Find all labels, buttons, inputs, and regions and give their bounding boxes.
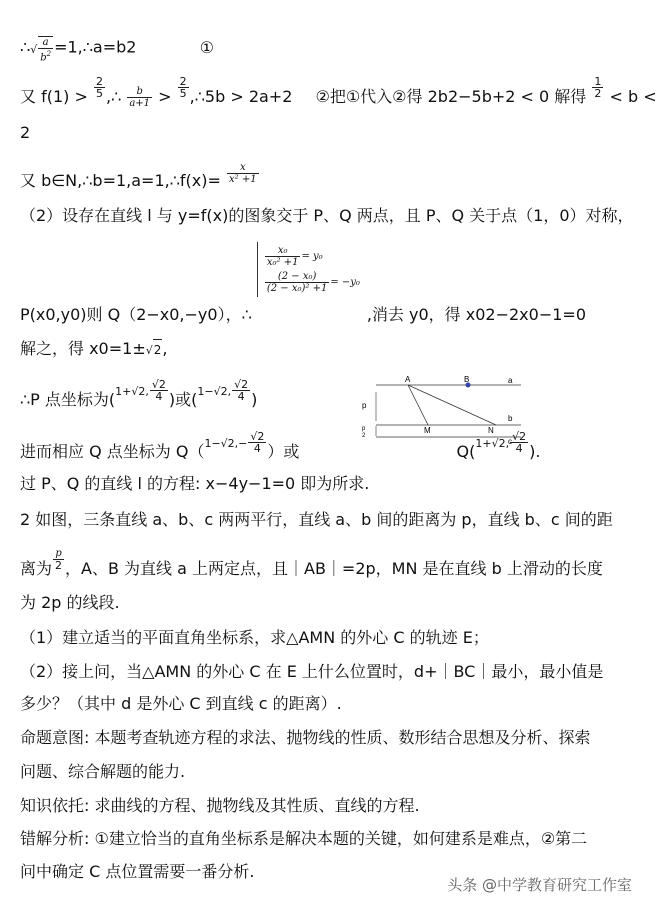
line8-start: ∴P 点坐标为( bbox=[20, 390, 116, 409]
line16-text: 多少？（其中 d 是外心 C 到直线 c 的距离）. bbox=[20, 694, 342, 713]
fr3-den: 5 bbox=[179, 87, 187, 100]
sys1-den: x₀² +1 bbox=[266, 257, 299, 268]
line15-text: （2）接上问，当△AMN 的外心 C 在 E 上什么位置时，d+｜BC｜最小，最小值是 bbox=[20, 662, 604, 681]
q2-start: Q( bbox=[456, 442, 476, 461]
label-N: N bbox=[488, 426, 494, 435]
line18-text: 问题、综合解题的能力. bbox=[20, 762, 186, 781]
fraction-2-5-a bbox=[94, 76, 105, 99]
line-14 bbox=[20, 628, 489, 648]
p1-coord-x: 1+√2, bbox=[115, 385, 149, 398]
watermark: 头条 @中学教育研究工作室 bbox=[447, 876, 632, 894]
sqrt-2: 2 bbox=[153, 339, 163, 360]
sys2-den: (2 − x₀)² +1 bbox=[266, 283, 328, 294]
line-13 bbox=[20, 593, 120, 613]
line9-start: 进而相应 Q 点坐标为 Q（ bbox=[20, 442, 205, 461]
p1-den: 4 bbox=[155, 390, 163, 403]
line-21 bbox=[20, 862, 254, 882]
line-12 bbox=[20, 548, 603, 581]
p2-coord-x: 1−√2, bbox=[197, 385, 232, 398]
line19-text: 知识依托: 求曲线的方程、抛物线及其性质、直线的方程. bbox=[20, 796, 420, 815]
line12-end: ，A、B 为直线 a 上两定点，且｜AB｜=2p，MN 是在直线 b 上滑动的长度 bbox=[65, 559, 603, 578]
label-M: M bbox=[424, 426, 431, 435]
line-17 bbox=[20, 728, 590, 748]
line7-text: 解之，得 x0=1± bbox=[20, 339, 146, 358]
line2-cont: ②把①代入②得 2b2−5b+2 < 0 解得 bbox=[315, 87, 587, 106]
line-20 bbox=[20, 829, 587, 849]
line-16 bbox=[20, 694, 342, 714]
therefore-symbol: ∴ bbox=[20, 37, 31, 57]
q2-coord-x: 1+√2, bbox=[475, 437, 510, 450]
line17-text: 命题意图: 本题考查轨迹方程的求法、抛物线的性质、数形结合思想及分析、探索 bbox=[20, 728, 591, 747]
fraction-x-over-x2-1 bbox=[227, 162, 259, 185]
fr1-num: 2 bbox=[95, 75, 103, 88]
system-row-2 bbox=[264, 271, 360, 294]
line-2 bbox=[20, 75, 657, 109]
p2-frac-num: p bbox=[53, 548, 64, 560]
segment-AN bbox=[408, 385, 496, 425]
label-b: b bbox=[508, 414, 513, 423]
p2-frac-den: 2 bbox=[55, 559, 63, 572]
sqrt-fraction: √ $\frac{a}{b^2}$ bbox=[30, 37, 52, 64]
line14-text: （1）建立适当的平面直角坐标系，求△AMN 的外心 C 的轨迹 E； bbox=[20, 628, 489, 647]
line12-start: 离为 bbox=[20, 559, 53, 578]
label-B: B bbox=[464, 375, 470, 384]
q1-coord-x: 1−√2,− bbox=[204, 437, 248, 450]
p2-fraction bbox=[232, 379, 250, 402]
circled-one: ① bbox=[199, 37, 214, 57]
p2-den: 4 bbox=[237, 390, 245, 403]
label-a: a bbox=[508, 376, 513, 385]
label-p: p bbox=[362, 401, 367, 410]
segment-AM bbox=[408, 385, 428, 425]
fraction-1-2 bbox=[592, 76, 603, 99]
label-A: A bbox=[405, 375, 411, 384]
line20-text: 错解分析: ①建立恰当的直角坐标系是解决本题的关键，如何建系是难点，②第二 bbox=[20, 829, 588, 848]
line6-end: ,消去 y0，得 x02−2x0−1=0 bbox=[366, 305, 587, 324]
sys2-rhs: = −y₀ bbox=[330, 277, 360, 288]
rad-den-base: b bbox=[40, 52, 47, 64]
line21-text: 问中确定 C 点位置需要一番分析. bbox=[20, 862, 255, 881]
line11-text: 2 如图，三条直线 a、b、c 两两平行，直线 a、b 间的距离为 p，直线 b、c 间的距 bbox=[20, 510, 613, 529]
system-row-1 bbox=[264, 245, 360, 268]
line-5 bbox=[20, 206, 634, 226]
line2-comma: ,∴ bbox=[105, 87, 122, 106]
fr1-den: 5 bbox=[95, 87, 103, 100]
line5-text: （2）设存在直线 l 与 y=f(x)的图象交于 P、Q 两点，且 P、Q 关于点（1，0）对称， bbox=[20, 206, 634, 225]
q2-den: 4 bbox=[515, 442, 523, 455]
line-1 bbox=[20, 36, 214, 63]
line-6 bbox=[20, 245, 587, 325]
fx-den: x² +1 bbox=[229, 174, 257, 185]
fr3-num: 2 bbox=[179, 75, 187, 88]
sqrt-symbol: √ bbox=[145, 344, 153, 357]
fraction-b-over-a1 bbox=[127, 86, 152, 109]
q1-num: √2 bbox=[250, 430, 265, 443]
p2-num: √2 bbox=[234, 378, 249, 391]
line-4 bbox=[20, 162, 260, 193]
line7-comma: , bbox=[162, 339, 168, 358]
line3-text: 2 bbox=[20, 123, 31, 142]
rad-denominator bbox=[38, 49, 53, 63]
fx-num: x bbox=[227, 162, 259, 174]
line8-mid: )或( bbox=[168, 390, 198, 409]
q2-num: √2 bbox=[512, 430, 527, 443]
p1-fraction bbox=[150, 379, 168, 402]
sys2-num: (2 − x₀) bbox=[265, 271, 329, 283]
fr4-den: 2 bbox=[594, 87, 602, 100]
label-c: c bbox=[508, 437, 512, 446]
line2-mid: ,∴5b > 2a+2 bbox=[189, 87, 293, 106]
line-3 bbox=[20, 123, 30, 143]
fr2-num: b bbox=[127, 86, 152, 98]
equation-system bbox=[257, 242, 360, 297]
fraction-2-5-b bbox=[178, 76, 189, 99]
q1-den: 4 bbox=[253, 442, 261, 455]
line2-end: < b < bbox=[609, 87, 657, 106]
line6-start: P(x0,y0)则 Q（2−x0,−y0），∴ bbox=[20, 305, 252, 324]
line-10 bbox=[20, 474, 369, 494]
fr2-den: a+1 bbox=[129, 98, 151, 109]
line-18 bbox=[20, 762, 185, 782]
sys1-rhs: = y₀ bbox=[301, 251, 323, 262]
line-7 bbox=[20, 339, 167, 361]
line-11 bbox=[20, 510, 613, 530]
line4-text: 又 b∈N,∴b=1,a=1,∴f(x)= bbox=[20, 171, 221, 190]
rad-numerator: a bbox=[38, 37, 53, 49]
fraction-p-over-2 bbox=[53, 548, 64, 571]
rad-den-exp: 2 bbox=[46, 50, 52, 58]
q1-fraction bbox=[248, 431, 266, 454]
fr4-num: 1 bbox=[594, 75, 602, 88]
p1-num: √2 bbox=[151, 378, 166, 391]
line9-end: ). bbox=[529, 442, 541, 461]
line10-text: 过 P、Q 的直线 l 的方程: x−4y−1=0 即为所求. bbox=[20, 474, 370, 493]
equation-system-slot bbox=[257, 245, 367, 320]
line2-gt: > bbox=[158, 87, 172, 106]
sys1-num: x₀ bbox=[265, 245, 301, 257]
label-p2-num: p bbox=[362, 426, 366, 432]
line13-text: 为 2p 的线段. bbox=[20, 593, 120, 612]
line-8 bbox=[20, 378, 258, 412]
line2-start: 又 f(1) > bbox=[20, 87, 88, 106]
label-p2-den: 2 bbox=[362, 433, 366, 439]
line-19 bbox=[20, 796, 420, 816]
line9-mid: ）或 bbox=[267, 442, 300, 461]
parallel-lines-figure bbox=[356, 375, 526, 445]
line8-end: ) bbox=[251, 390, 258, 409]
line-15 bbox=[20, 662, 603, 682]
line1-text: =1,∴a=b2 bbox=[54, 37, 137, 57]
